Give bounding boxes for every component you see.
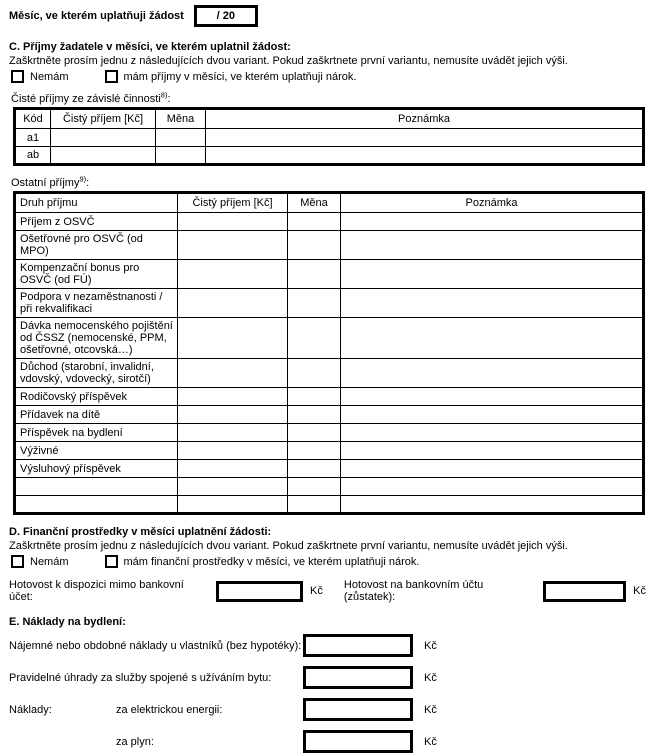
section-d-options bbox=[11, 555, 646, 568]
table-row bbox=[15, 213, 644, 231]
mena-cell[interactable] bbox=[156, 129, 206, 147]
electricity-currency: Kč bbox=[424, 703, 437, 716]
poznamka-cell[interactable] bbox=[341, 213, 644, 231]
services-input[interactable] bbox=[303, 666, 413, 689]
table-row bbox=[15, 129, 644, 147]
prijem-cell[interactable] bbox=[178, 460, 288, 478]
housing-cost-row bbox=[9, 730, 646, 753]
rent-currency: Kč bbox=[424, 639, 437, 652]
poznamka-cell[interactable] bbox=[341, 460, 644, 478]
net-income-table bbox=[13, 107, 645, 166]
housing-cost-row bbox=[9, 634, 646, 657]
prijem-cell[interactable] bbox=[178, 496, 288, 514]
col-header-mena: Měna bbox=[288, 193, 341, 213]
gas-label: za plyn: bbox=[116, 735, 154, 748]
mena-cell[interactable] bbox=[288, 359, 341, 388]
month-label: Měsíc, ve kterém uplatňuji žádost bbox=[9, 10, 184, 22]
footnote-8: 8) bbox=[160, 90, 168, 100]
poznamka-cell[interactable] bbox=[341, 442, 644, 460]
cash-bank-label: Hotovost na bankovním účtu (zůstatek): bbox=[343, 579, 484, 603]
poznamka-cell[interactable] bbox=[206, 129, 644, 147]
housing-cost-row bbox=[9, 666, 646, 689]
electricity-label: Náklady: za elektrickou energii: bbox=[9, 703, 223, 716]
mena-cell[interactable] bbox=[288, 478, 341, 496]
col-header-druh-prijmu: Druh příjmu bbox=[15, 193, 178, 213]
druh-cell: Podpora v nezaměstnanosti / při rekvalifikaci bbox=[15, 289, 178, 318]
col-header-poznamka: Poznámka bbox=[206, 109, 644, 129]
mena-cell[interactable] bbox=[288, 289, 341, 318]
poznamka-cell[interactable] bbox=[341, 359, 644, 388]
table-row bbox=[15, 147, 644, 165]
druh-cell[interactable] bbox=[15, 478, 178, 496]
table-row bbox=[15, 460, 644, 478]
mena-cell[interactable] bbox=[288, 388, 341, 406]
section-c bbox=[9, 41, 646, 83]
prijem-cell[interactable] bbox=[178, 406, 288, 424]
table-header-row bbox=[15, 109, 644, 129]
druh-cell: Přídavek na dítě bbox=[15, 406, 178, 424]
table-header-row bbox=[15, 193, 644, 213]
druh-cell: Příspěvek na bydlení bbox=[15, 424, 178, 442]
prijem-cell[interactable] bbox=[178, 213, 288, 231]
mena-cell[interactable] bbox=[156, 147, 206, 165]
mena-cell[interactable] bbox=[288, 460, 341, 478]
mena-cell[interactable] bbox=[288, 213, 341, 231]
housing-cost-row bbox=[9, 698, 646, 721]
prijem-cell[interactable] bbox=[178, 231, 288, 260]
prijem-cell[interactable] bbox=[178, 359, 288, 388]
d-nemam-checkbox[interactable] bbox=[11, 555, 24, 568]
prijem-cell[interactable] bbox=[178, 289, 288, 318]
electricity-input[interactable] bbox=[303, 698, 413, 721]
poznamka-cell[interactable] bbox=[341, 496, 644, 514]
services-currency: Kč bbox=[424, 671, 437, 684]
section-d-title: D. Finanční prostředky v měsíci uplatnění žádosti: bbox=[9, 526, 272, 538]
month-row bbox=[9, 5, 646, 27]
table-row bbox=[15, 359, 644, 388]
footnote-9: 9) bbox=[79, 174, 87, 184]
prijem-cell[interactable] bbox=[51, 147, 156, 165]
gas-currency: Kč bbox=[424, 735, 437, 748]
prijem-cell[interactable] bbox=[51, 129, 156, 147]
mena-cell[interactable] bbox=[288, 406, 341, 424]
table-row bbox=[15, 424, 644, 442]
druh-cell: Dávka nemocenského pojištění od ČSSZ (nemocenské, PPM, ošetřovné, otcovská…) bbox=[15, 318, 178, 359]
poznamka-cell[interactable] bbox=[341, 424, 644, 442]
druh-cell: Důchod (starobní, invalidní, vdovský, vdovecký, sirotčí) bbox=[15, 359, 178, 388]
mena-cell[interactable] bbox=[288, 231, 341, 260]
druh-cell: Příjem z OSVČ bbox=[15, 213, 178, 231]
druh-cell: Kompenzační bonus pro OSVČ (od FÚ) bbox=[15, 260, 178, 289]
prijem-cell[interactable] bbox=[178, 424, 288, 442]
services-label: Pravidelné úhrady za služby spojené s užíváním bytu: bbox=[9, 671, 272, 684]
druh-cell: Rodičovský příspěvek bbox=[15, 388, 178, 406]
mena-cell[interactable] bbox=[288, 424, 341, 442]
table-row bbox=[15, 478, 644, 496]
table-row bbox=[15, 260, 644, 289]
col-header-mena: Měna bbox=[156, 109, 206, 129]
section-c-options bbox=[11, 70, 646, 83]
cash-bank-input[interactable] bbox=[543, 581, 626, 602]
section-c-instruction: Zaškrtněte prosím jednu z následujících dvou variant. Pokud zaškrtnete první variantu, nemusíte uvádět jejich výši. bbox=[9, 55, 568, 67]
col-header-cisty-prijem: Čistý příjem [Kč] bbox=[178, 193, 288, 213]
poznamka-cell[interactable] bbox=[341, 388, 644, 406]
druh-cell[interactable] bbox=[15, 496, 178, 514]
poznamka-cell[interactable] bbox=[206, 147, 644, 165]
d-mam-label: mám finanční prostředky v měsíci, ve kterém uplatňuji nárok. bbox=[123, 555, 420, 568]
cash-outside-currency: Kč bbox=[310, 585, 323, 597]
section-d-instruction: Zaškrtněte prosím jednu z následujících dvou variant. Pokud zaškrtnete první variantu, nemusíte uvádět jejich výši. bbox=[9, 540, 568, 552]
rent-label: Nájemné nebo obdobné náklady u vlastníků (bez hypotéky): bbox=[9, 639, 302, 652]
d-mam-checkbox[interactable] bbox=[105, 555, 118, 568]
d-nemam-label: Nemám bbox=[30, 555, 69, 568]
poznamka-cell[interactable] bbox=[341, 406, 644, 424]
prijem-cell[interactable] bbox=[178, 260, 288, 289]
table-row bbox=[15, 289, 644, 318]
section-e bbox=[9, 616, 646, 753]
mena-cell[interactable] bbox=[288, 260, 341, 289]
prijem-cell[interactable] bbox=[178, 318, 288, 359]
table-row bbox=[15, 318, 644, 359]
mena-cell[interactable] bbox=[288, 496, 341, 514]
table-row bbox=[15, 496, 644, 514]
net-income-table-label: Čisté příjmy ze závislé činnosti$^{8)}$: bbox=[11, 90, 171, 105]
druh-cell: Ošetřovné pro OSVČ (od MPO) bbox=[15, 231, 178, 260]
table-row bbox=[15, 388, 644, 406]
cash-outside-input[interactable] bbox=[216, 581, 303, 602]
druh-cell: Výsluhový příspěvek bbox=[15, 460, 178, 478]
poznamka-cell[interactable] bbox=[341, 478, 644, 496]
druh-cell: Výživné bbox=[15, 442, 178, 460]
section-d bbox=[9, 526, 646, 603]
prijem-cell[interactable] bbox=[178, 388, 288, 406]
table-row bbox=[15, 406, 644, 424]
col-header-kod: Kód bbox=[15, 109, 51, 129]
section-e-title: E. Náklady na bydlení: bbox=[9, 616, 126, 628]
rent-input[interactable] bbox=[303, 634, 413, 657]
table-row bbox=[15, 442, 644, 460]
table-row bbox=[15, 231, 644, 260]
mena-cell[interactable] bbox=[288, 442, 341, 460]
cash-bank-currency: Kč bbox=[633, 585, 646, 597]
c-mam-label: mám příjmy v měsíci, ve kterém uplatňuji nárok. bbox=[123, 70, 357, 83]
month-input[interactable]: / 20 bbox=[194, 5, 258, 27]
kod-cell: ab bbox=[15, 147, 51, 165]
gas-input[interactable] bbox=[303, 730, 413, 753]
cash-row bbox=[9, 579, 646, 603]
c-nemam-label: Nemám bbox=[30, 70, 69, 83]
c-nemam-checkbox[interactable] bbox=[11, 70, 24, 83]
prijem-cell[interactable] bbox=[178, 442, 288, 460]
kod-cell: a1 bbox=[15, 129, 51, 147]
c-mam-checkbox[interactable] bbox=[105, 70, 118, 83]
poznamka-cell[interactable] bbox=[341, 260, 644, 289]
other-income-table-label: Ostatní příjmy$^{9)}$: bbox=[11, 174, 90, 189]
mena-cell[interactable] bbox=[288, 318, 341, 359]
poznamka-cell[interactable] bbox=[341, 318, 644, 359]
other-income-table bbox=[13, 191, 645, 515]
col-header-poznamka: Poznámka bbox=[341, 193, 644, 213]
prijem-cell[interactable] bbox=[178, 478, 288, 496]
poznamka-cell[interactable] bbox=[341, 231, 644, 260]
section-c-title: C. Příjmy žadatele v měsíci, ve kterém uplatnil žádost: bbox=[9, 41, 291, 53]
col-header-cisty-prijem: Čistý příjem [Kč] bbox=[51, 109, 156, 129]
poznamka-cell[interactable] bbox=[341, 289, 644, 318]
cash-outside-label: Hotovost k dispozici mimo bankovní účet: bbox=[9, 579, 184, 603]
